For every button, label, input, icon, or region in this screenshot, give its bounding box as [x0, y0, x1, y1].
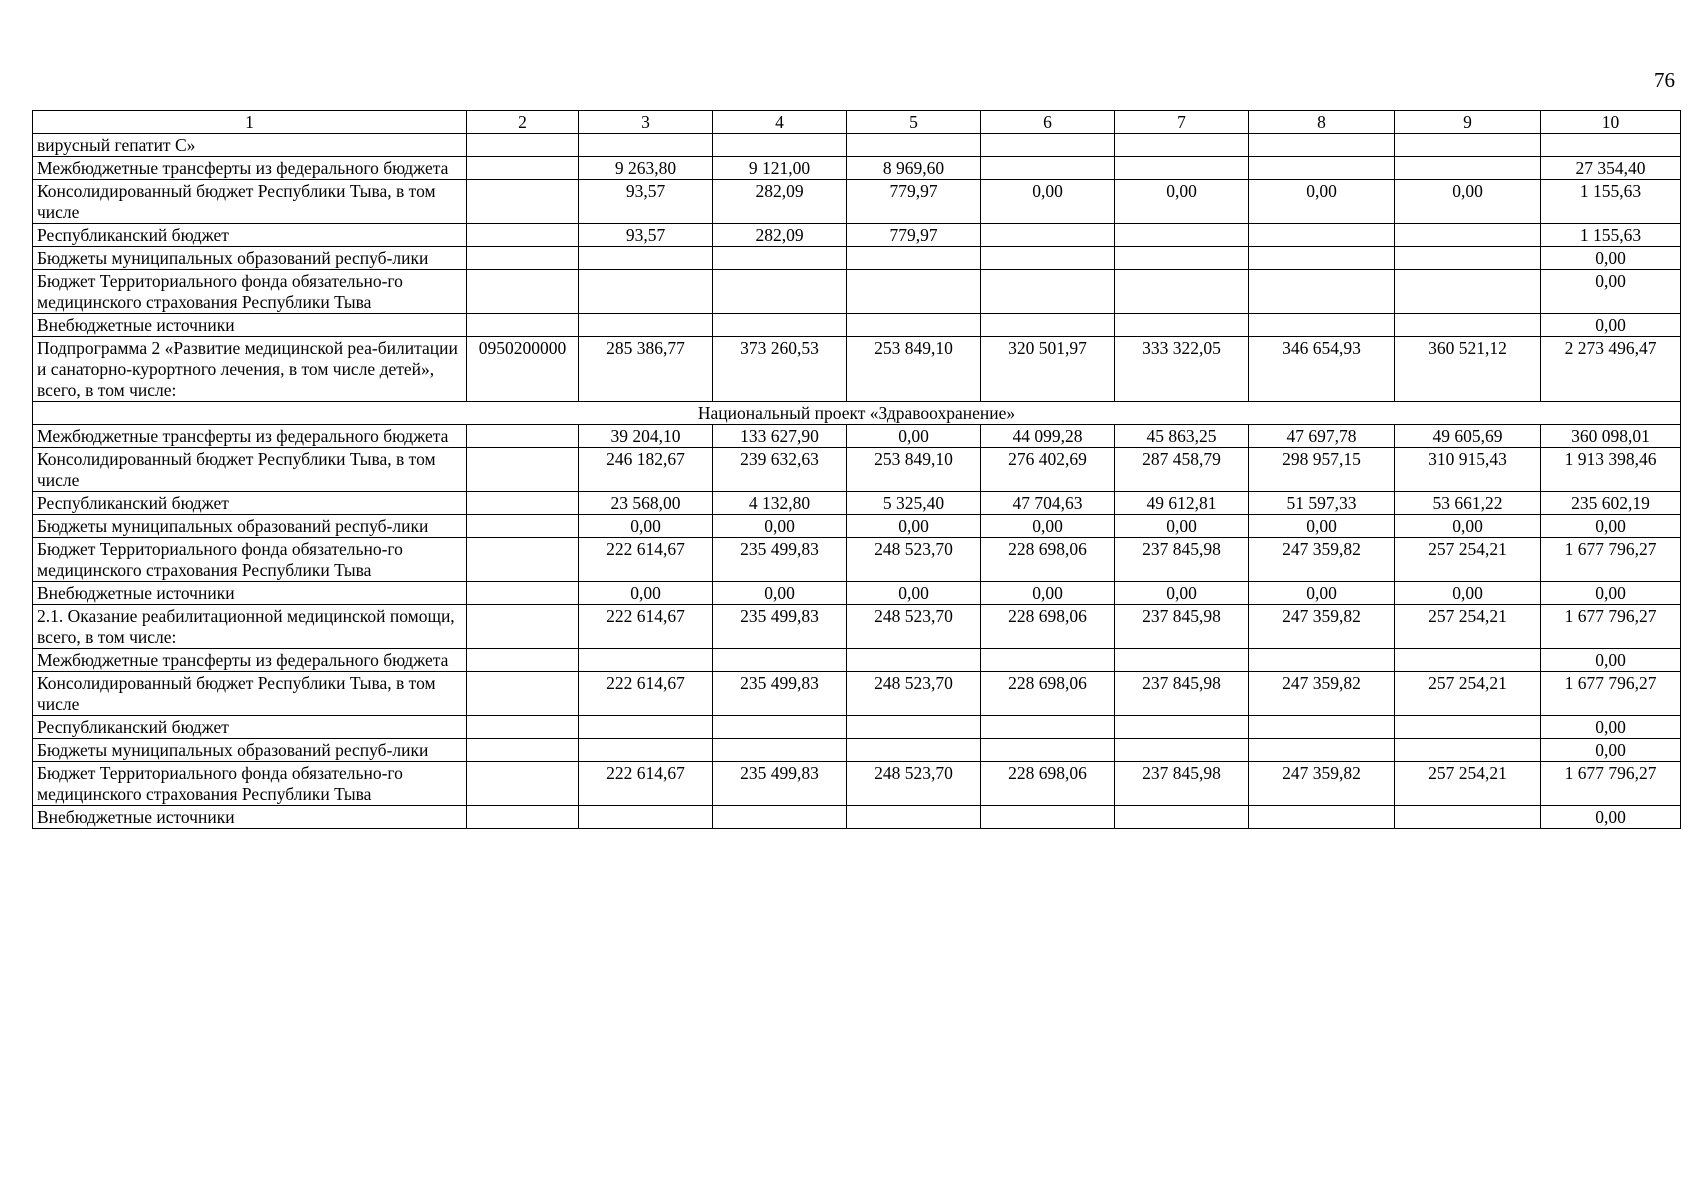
amount-cell: 222 614,67 [579, 538, 713, 582]
table-row [33, 224, 1681, 247]
amount-cell: 248 523,70 [847, 762, 981, 806]
row-label-cell: Консолидированный бюджет Республики Тыва, в том числе [33, 180, 467, 224]
amount-cell [847, 806, 981, 829]
row-label-cell: Внебюджетные источники [33, 314, 467, 337]
amount-cell: 2 273 496,47 [1541, 337, 1681, 402]
column-number-cell: 8 [1249, 111, 1395, 134]
column-number-cell: 5 [847, 111, 981, 134]
amount-cell: 0,00 [1541, 582, 1681, 605]
amount-cell: 0,00 [847, 582, 981, 605]
code-cell [467, 672, 579, 716]
row-label-cell: Подпрограмма 2 «Развитие медицинской реа-билитации и санаторно-курортного лечения, в том числе детей», всего, в том числе: [33, 337, 467, 402]
header-row [33, 111, 1681, 134]
row-label-cell: Консолидированный бюджет Республики Тыва, в том числе [33, 448, 467, 492]
amount-cell [847, 314, 981, 337]
row-label-cell: Республиканский бюджет [33, 492, 467, 515]
amount-cell: 0,00 [1249, 180, 1395, 224]
column-number-cell: 3 [579, 111, 713, 134]
amount-cell: 246 182,67 [579, 448, 713, 492]
amount-cell [981, 270, 1115, 314]
amount-cell [1395, 224, 1541, 247]
amount-cell: 1 155,63 [1541, 180, 1681, 224]
amount-cell: 779,97 [847, 224, 981, 247]
code-cell [467, 270, 579, 314]
amount-cell [1395, 134, 1541, 157]
amount-cell: 779,97 [847, 180, 981, 224]
amount-cell: 9 121,00 [713, 157, 847, 180]
amount-cell [1115, 716, 1249, 739]
table-row [33, 270, 1681, 314]
amount-cell: 1 155,63 [1541, 224, 1681, 247]
amount-cell [579, 270, 713, 314]
amount-cell: 49 612,81 [1115, 492, 1249, 515]
amount-cell: 0,00 [579, 515, 713, 538]
amount-cell: 0,00 [847, 425, 981, 448]
amount-cell: 373 260,53 [713, 337, 847, 402]
table-row [33, 314, 1681, 337]
amount-cell [579, 134, 713, 157]
amount-cell: 237 845,98 [1115, 672, 1249, 716]
amount-cell [1249, 716, 1395, 739]
table-row [33, 157, 1681, 180]
amount-cell: 0,00 [1541, 716, 1681, 739]
row-label-cell: Межбюджетные трансферты из федерального бюджета [33, 425, 467, 448]
amount-cell [981, 157, 1115, 180]
amount-cell: 235 499,83 [713, 605, 847, 649]
amount-cell: 0,00 [1115, 180, 1249, 224]
amount-cell [847, 247, 981, 270]
table-row [33, 716, 1681, 739]
amount-cell: 298 957,15 [1249, 448, 1395, 492]
amount-cell: 0,00 [1541, 515, 1681, 538]
code-cell [467, 582, 579, 605]
budget-table [32, 110, 1681, 829]
amount-cell: 44 099,28 [981, 425, 1115, 448]
amount-cell [1249, 270, 1395, 314]
table-row [33, 337, 1681, 402]
amount-cell [981, 806, 1115, 829]
amount-cell: 237 845,98 [1115, 762, 1249, 806]
amount-cell [1115, 739, 1249, 762]
code-cell: 0950200000 [467, 337, 579, 402]
amount-cell: 1 677 796,27 [1541, 605, 1681, 649]
amount-cell: 333 322,05 [1115, 337, 1249, 402]
row-label-cell: Внебюджетные источники [33, 806, 467, 829]
code-cell [467, 425, 579, 448]
table-row [33, 247, 1681, 270]
page-number: 76 [1654, 68, 1675, 92]
amount-cell [713, 806, 847, 829]
amount-cell [579, 716, 713, 739]
amount-cell: 228 698,06 [981, 538, 1115, 582]
row-label-cell: Бюджеты муниципальных образований респуб-лики [33, 247, 467, 270]
table-row [33, 425, 1681, 448]
amount-cell: 0,00 [981, 582, 1115, 605]
amount-cell [1115, 270, 1249, 314]
table-row [33, 649, 1681, 672]
amount-cell [847, 649, 981, 672]
amount-cell [579, 806, 713, 829]
amount-cell: 276 402,69 [981, 448, 1115, 492]
amount-cell [1395, 247, 1541, 270]
amount-cell [1115, 649, 1249, 672]
amount-cell [1395, 649, 1541, 672]
amount-cell [981, 314, 1115, 337]
amount-cell: 257 254,21 [1395, 605, 1541, 649]
amount-cell: 0,00 [1115, 582, 1249, 605]
amount-cell: 53 661,22 [1395, 492, 1541, 515]
code-cell [467, 739, 579, 762]
amount-cell: 360 521,12 [1395, 337, 1541, 402]
amount-cell: 5 325,40 [847, 492, 981, 515]
table-row [33, 582, 1681, 605]
amount-cell [847, 716, 981, 739]
amount-cell [1249, 739, 1395, 762]
amount-cell [981, 739, 1115, 762]
amount-cell: 0,00 [1541, 806, 1681, 829]
amount-cell: 287 458,79 [1115, 448, 1249, 492]
amount-cell [847, 270, 981, 314]
amount-cell: 247 359,82 [1249, 672, 1395, 716]
column-number-cell: 1 [33, 111, 467, 134]
amount-cell: 0,00 [1541, 247, 1681, 270]
amount-cell: 93,57 [579, 224, 713, 247]
row-label-cell: Бюджеты муниципальных образований респуб-лики [33, 739, 467, 762]
amount-cell [713, 649, 847, 672]
amount-cell [1395, 314, 1541, 337]
amount-cell: 237 845,98 [1115, 605, 1249, 649]
table-row [33, 448, 1681, 492]
section-heading: Национальный проект «Здравоохранение» [33, 402, 1681, 425]
amount-cell: 248 523,70 [847, 538, 981, 582]
amount-cell [1249, 157, 1395, 180]
amount-cell: 222 614,67 [579, 762, 713, 806]
amount-cell: 235 499,83 [713, 762, 847, 806]
amount-cell: 0,00 [1395, 515, 1541, 538]
amount-cell: 0,00 [1249, 582, 1395, 605]
code-cell [467, 314, 579, 337]
row-label-cell: Внебюджетные источники [33, 582, 467, 605]
amount-cell: 1 677 796,27 [1541, 762, 1681, 806]
amount-cell [1541, 134, 1681, 157]
amount-cell: 93,57 [579, 180, 713, 224]
column-number-cell: 9 [1395, 111, 1541, 134]
amount-cell: 47 697,78 [1249, 425, 1395, 448]
row-label-cell: Межбюджетные трансферты из федерального бюджета [33, 649, 467, 672]
amount-cell: 237 845,98 [1115, 538, 1249, 582]
row-label-cell: Бюджет Территориального фонда обязательно-го медицинского страхования Республики Тыва [33, 762, 467, 806]
table-row [33, 180, 1681, 224]
row-label-cell: Бюджеты муниципальных образований респуб-лики [33, 515, 467, 538]
amount-cell: 346 654,93 [1249, 337, 1395, 402]
amount-cell: 0,00 [981, 515, 1115, 538]
amount-cell: 39 204,10 [579, 425, 713, 448]
amount-cell: 247 359,82 [1249, 762, 1395, 806]
amount-cell [713, 247, 847, 270]
amount-cell: 320 501,97 [981, 337, 1115, 402]
amount-cell [847, 134, 981, 157]
amount-cell [981, 247, 1115, 270]
amount-cell: 248 523,70 [847, 605, 981, 649]
amount-cell [847, 739, 981, 762]
amount-cell: 285 386,77 [579, 337, 713, 402]
table-row [33, 515, 1681, 538]
amount-cell: 253 849,10 [847, 337, 981, 402]
column-number-cell: 10 [1541, 111, 1681, 134]
amount-cell: 23 568,00 [579, 492, 713, 515]
amount-cell: 4 132,80 [713, 492, 847, 515]
amount-cell: 235 499,83 [713, 538, 847, 582]
amount-cell [1115, 806, 1249, 829]
amount-cell: 310 915,43 [1395, 448, 1541, 492]
amount-cell: 0,00 [1249, 515, 1395, 538]
amount-cell: 235 499,83 [713, 672, 847, 716]
amount-cell [1115, 247, 1249, 270]
amount-cell [579, 247, 713, 270]
code-cell [467, 716, 579, 739]
amount-cell: 257 254,21 [1395, 762, 1541, 806]
code-cell [467, 649, 579, 672]
amount-cell [1249, 247, 1395, 270]
amount-cell: 282,09 [713, 224, 847, 247]
code-cell [467, 180, 579, 224]
amount-cell: 0,00 [1395, 582, 1541, 605]
amount-cell: 1 913 398,46 [1541, 448, 1681, 492]
amount-cell: 1 677 796,27 [1541, 672, 1681, 716]
code-cell [467, 448, 579, 492]
amount-cell [1395, 716, 1541, 739]
amount-cell: 222 614,67 [579, 672, 713, 716]
amount-cell [713, 134, 847, 157]
amount-cell [579, 314, 713, 337]
table-row [33, 672, 1681, 716]
amount-cell: 248 523,70 [847, 672, 981, 716]
amount-cell: 0,00 [1395, 180, 1541, 224]
amount-cell [1249, 224, 1395, 247]
table-row [33, 492, 1681, 515]
amount-cell [981, 134, 1115, 157]
amount-cell: 0,00 [579, 582, 713, 605]
table-row [33, 762, 1681, 806]
amount-cell [1395, 270, 1541, 314]
table-row [33, 538, 1681, 582]
section-heading-row [33, 402, 1681, 425]
code-cell [467, 224, 579, 247]
table-body [33, 111, 1681, 829]
amount-cell [579, 649, 713, 672]
amount-cell [579, 739, 713, 762]
row-label-cell: Межбюджетные трансферты из федерального бюджета [33, 157, 467, 180]
amount-cell [1395, 739, 1541, 762]
amount-cell: 222 614,67 [579, 605, 713, 649]
amount-cell [1115, 134, 1249, 157]
amount-cell: 0,00 [981, 180, 1115, 224]
amount-cell: 247 359,82 [1249, 538, 1395, 582]
amount-cell: 27 354,40 [1541, 157, 1681, 180]
row-label-cell: Республиканский бюджет [33, 224, 467, 247]
amount-cell: 49 605,69 [1395, 425, 1541, 448]
code-cell [467, 492, 579, 515]
code-cell [467, 538, 579, 582]
table-row [33, 806, 1681, 829]
amount-cell [1395, 806, 1541, 829]
row-label-cell: 2.1. Оказание реабилитационной медицинской помощи, всего, в том числе: [33, 605, 467, 649]
amount-cell: 0,00 [1115, 515, 1249, 538]
amount-cell: 360 098,01 [1541, 425, 1681, 448]
amount-cell: 0,00 [1541, 649, 1681, 672]
amount-cell: 0,00 [847, 515, 981, 538]
amount-cell: 239 632,63 [713, 448, 847, 492]
amount-cell: 257 254,21 [1395, 672, 1541, 716]
amount-cell: 51 597,33 [1249, 492, 1395, 515]
amount-cell: 228 698,06 [981, 762, 1115, 806]
amount-cell [713, 716, 847, 739]
amount-cell: 0,00 [713, 582, 847, 605]
amount-cell: 0,00 [1541, 739, 1681, 762]
amount-cell: 247 359,82 [1249, 605, 1395, 649]
row-label-cell: Республиканский бюджет [33, 716, 467, 739]
amount-cell [1249, 134, 1395, 157]
code-cell [467, 247, 579, 270]
amount-cell [1115, 157, 1249, 180]
column-number-cell: 4 [713, 111, 847, 134]
amount-cell: 45 863,25 [1115, 425, 1249, 448]
amount-cell: 228 698,06 [981, 605, 1115, 649]
amount-cell: 9 263,80 [579, 157, 713, 180]
table-row [33, 134, 1681, 157]
column-number-cell: 2 [467, 111, 579, 134]
amount-cell [1249, 314, 1395, 337]
amount-cell [1115, 224, 1249, 247]
amount-cell [981, 649, 1115, 672]
amount-cell [1395, 157, 1541, 180]
column-number-cell: 6 [981, 111, 1115, 134]
amount-cell: 0,00 [1541, 314, 1681, 337]
amount-cell: 235 602,19 [1541, 492, 1681, 515]
row-label-cell: Бюджет Территориального фонда обязательно-го медицинского страхования Республики Тыва [33, 270, 467, 314]
table-row [33, 605, 1681, 649]
column-number-cell: 7 [1115, 111, 1249, 134]
amount-cell: 47 704,63 [981, 492, 1115, 515]
amount-cell [713, 739, 847, 762]
amount-cell: 133 627,90 [713, 425, 847, 448]
amount-cell: 228 698,06 [981, 672, 1115, 716]
row-label-cell: вирусный гепатит С» [33, 134, 467, 157]
amount-cell: 8 969,60 [847, 157, 981, 180]
amount-cell [981, 224, 1115, 247]
amount-cell: 1 677 796,27 [1541, 538, 1681, 582]
code-cell [467, 157, 579, 180]
amount-cell [981, 716, 1115, 739]
amount-cell [1115, 314, 1249, 337]
row-label-cell: Бюджет Территориального фонда обязательно-го медицинского страхования Республики Тыва [33, 538, 467, 582]
code-cell [467, 762, 579, 806]
amount-cell: 0,00 [1541, 270, 1681, 314]
amount-cell [713, 270, 847, 314]
amount-cell: 282,09 [713, 180, 847, 224]
row-label-cell: Консолидированный бюджет Республики Тыва, в том числе [33, 672, 467, 716]
code-cell [467, 134, 579, 157]
amount-cell: 0,00 [713, 515, 847, 538]
amount-cell: 257 254,21 [1395, 538, 1541, 582]
amount-cell [713, 314, 847, 337]
code-cell [467, 806, 579, 829]
amount-cell: 253 849,10 [847, 448, 981, 492]
code-cell [467, 515, 579, 538]
table-row [33, 739, 1681, 762]
amount-cell [1249, 649, 1395, 672]
code-cell [467, 605, 579, 649]
amount-cell [1249, 806, 1395, 829]
